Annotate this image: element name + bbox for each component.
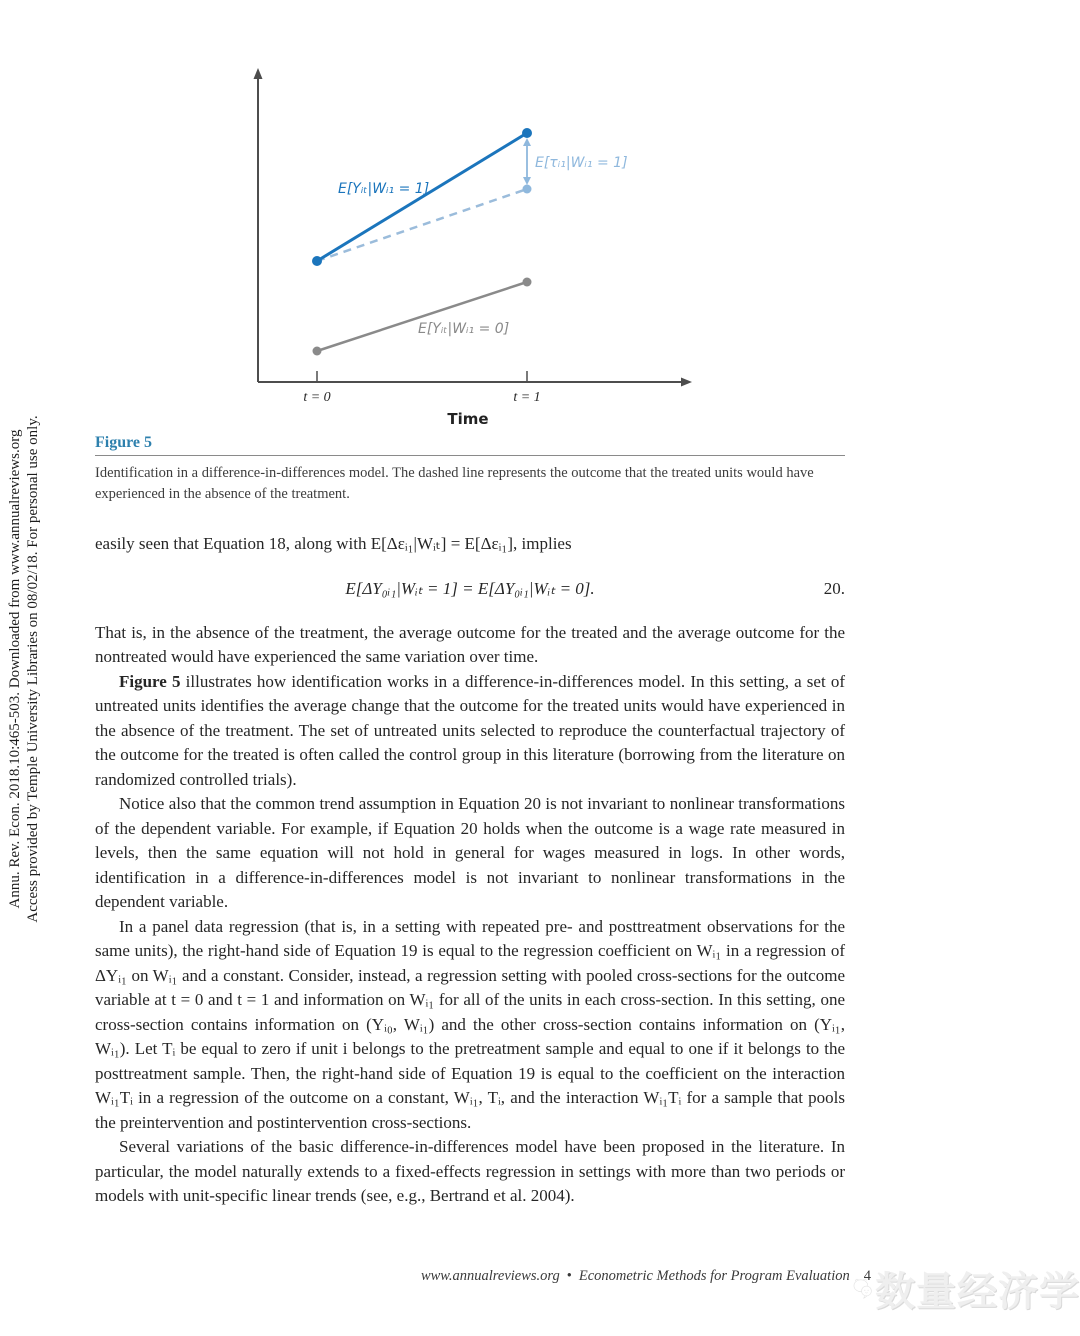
sidebar-copyright-stamp [6, 386, 42, 952]
figure-heading-rule [95, 434, 845, 456]
running-footer [95, 1268, 871, 1285]
figure-heading: Figure 5 [95, 434, 153, 451]
paragraph-panel-data-regression: In a panel data regression (that is, in a setting with repeated pre- and posttreatment observations for the same units), the right-hand side of Equation 19 is equal to the regression coefficient on Wᵢ₁ in a regression of ΔYᵢ₁ on Wᵢ₁ and a constant. Consider, instead, a regression setting with pooled cross-sections for the outcome variable at t = 0 and t = 1 and information on Wᵢ₁ for all of the units in each cross-section. In this setting, one cross-section contains information on (Yᵢ₀, Wᵢ₁) and the other cross-section contains information on (Yᵢ₁, Wᵢ₁). Let Tᵢ be equal to zero if unit i belongs to the pretreatment sample and equal to one if it belongs to the posttreatment sample. Then, the right-hand side of Equation 19 is equal to the coefficient on the interaction Wᵢ₁Tᵢ in a regression of the outcome on a constant, Wᵢ₁, Tᵢ, and the interaction Wᵢ₁Tᵢ for a sample that pools the preintervention and postintervention cross-sections. [95, 916, 845, 1132]
footer-bullet: • [566, 1268, 572, 1284]
paragraph-figure5-discussion [95, 670, 845, 793]
paragraph-nonlinear-transformations: Notice also that the common trend assumption in Equation 20 is not invariant to nonlinear transformations of the dependent variable. For example, if Equation 20 holds when the outcome is a wage rate measured in levels, then the same equation will not hold in general for wages measured in logs. In other words, identification in a difference-in-differences model is not invariant to nonlinear transformations in the dependent variable. [95, 794, 845, 912]
paragraph-figure5-discussion-text: illustrates how identification works in a difference-in-differences model. In this setting, a set of untreated units identifies the average change that the outcome for the treated units would have experienced in the absence of the treatment. The set of untreated units selected to reproduce the counterfactual trajectory of the outcome for the treated is often called the control group in this literature (borrowing from the literature on randomized controlled trials). [95, 671, 845, 789]
paragraph-equation-intro: easily seen that Equation 18, along with E[Δεᵢ₁|Wᵢₜ] = E[Δεᵢ₁], implies [95, 534, 572, 554]
treated-end-dot [522, 128, 532, 138]
watermark-text: 数量经济学 [875, 1268, 1080, 1315]
sidebar-stamp-line1: Annu. Rev. Econ. 2018.10:465-503. Downloaded from www.annualreviews.org [7, 429, 23, 909]
watermark-mascot-icon [852, 1255, 875, 1321]
counterfactual-endpoint-dot [523, 185, 532, 194]
x-tick-label-t0: t = 0 [303, 390, 331, 405]
watermark [852, 1248, 1080, 1328]
footer-page-number: 4 [863, 1268, 871, 1284]
control-line-label: E[Yᵢₜ|Wᵢ₁ = 0] [418, 321, 510, 337]
figure5-bold-reference: Figure 5 [119, 671, 181, 691]
counterfactual-dashed-line [317, 189, 527, 261]
treated-line [317, 133, 527, 261]
x-axis-arrowhead [681, 378, 692, 387]
equation-20-number: 20. [823, 578, 845, 598]
footer-journal-url: www.annualreviews.org [420, 1268, 560, 1284]
effect-arrow-bottom-head [523, 177, 531, 185]
treated-line-label: E[Yᵢₜ|Wᵢ₁ = 1] [338, 181, 430, 197]
figure-caption: Identification in a difference-in-differences model. The dashed line represents the outcome that the treated units would have experienced in the absence of the treatment. [95, 465, 814, 503]
sidebar-stamp-line2: Access provided by Temple University Libraries on 08/02/18. For personal use only. [25, 415, 41, 923]
paragraph-variations: Several variations of the basic difference-in-differences model have been proposed in the literature. In particular, the model naturally extends to a fixed-effects regression in settings with more than two periods or models with unit-specific linear trends (see, e.g., Bertrand et al. 2004). [95, 1137, 845, 1206]
x-axis-title: Time [447, 410, 489, 428]
article-text-column [95, 434, 845, 1209]
control-start-dot [313, 347, 322, 356]
effect-arrow-label: E[τᵢ₁|Wᵢ₁ = 1] [535, 155, 628, 171]
control-end-dot [523, 278, 532, 287]
equation-20 [95, 579, 845, 599]
difference-in-differences-figure [230, 60, 700, 440]
effect-arrow-top-head [523, 138, 531, 146]
control-line [317, 282, 527, 351]
paragraph-common-trend: That is, in the absence of the treatment, the average outcome for the treated and the average outcome for the nontreated would have experienced the same variation over time. [95, 622, 845, 667]
treated-start-dot [312, 256, 322, 266]
x-tick-label-t1: t = 1 [513, 390, 541, 405]
equation-20-formula: E[ΔY₀ᵢ₁|Wᵢₜ = 1] = E[ΔY₀ᵢ₁|Wᵢₜ = 0]. [345, 578, 595, 598]
y-axis-arrowhead [254, 68, 263, 79]
footer-article-title: Econometric Methods for Program Evaluation [578, 1268, 850, 1284]
